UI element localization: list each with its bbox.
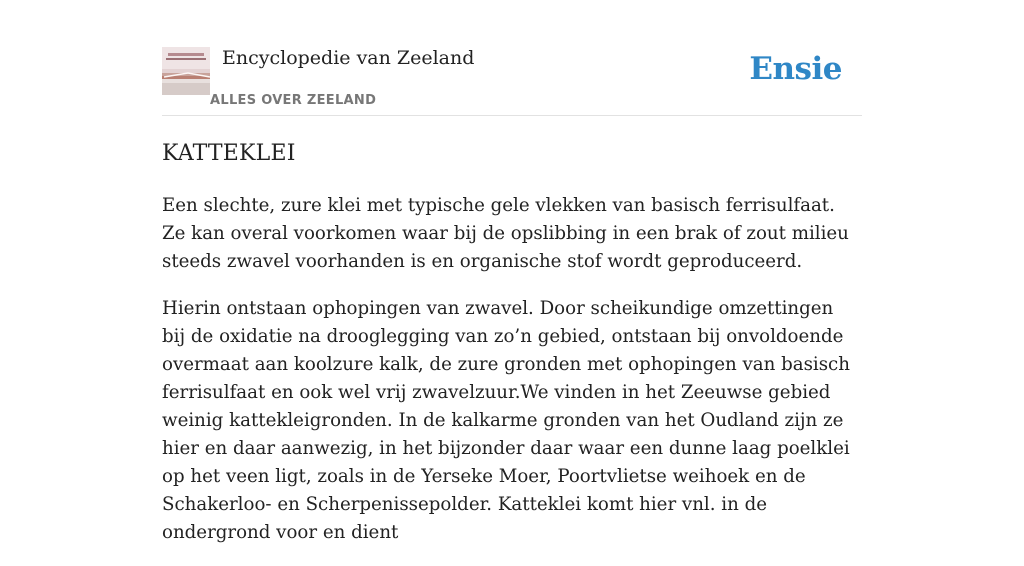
book-stack-icon (162, 47, 210, 95)
article-title: KATTEKLEI (162, 141, 296, 166)
site-header (162, 0, 862, 116)
site-subtitle: ALLES OVER ZEELAND (210, 93, 377, 108)
article-paragraph: Een slechte, zure klei met typische gele vlekken van basisch ferrisulfaat. Ze kan overal voorkomen waar bij de opslibbing in een brak of zout milieu steeds zwavel voorhanden is en organische stof wordt geproduceerd. (162, 195, 849, 272)
site-avatar[interactable] (162, 47, 210, 95)
site-title[interactable]: Encyclopedie van Zeeland (222, 47, 475, 69)
ensie-logo-link[interactable]: Ensie (749, 51, 842, 87)
article-paragraph: Hierin ontstaan ophopingen van zwavel. Door scheikundige omzettingen bij de oxidatie na drooglegging van zo’n gebied, ontstaan bij onvoldoende overmaat aan koolzure kalk, de zure gronden met ophopingen van basisch ferrisulfaat en ook wel vrij zwavelzuur.We vinden in het Zeeuwse gebied weinig kattekleigronden. In de kalkarme gronden van het Oudland zijn ze hier en daar aanwezig, in het bijzonder daar waar een dunne laag poelklei op het veen ligt, zoals in de Yerseke Moer, Poortvlietse weihoek en de Schakerloo- en Scherpenissepolder. Katteklei komt hier vnl. in de ondergrond voor en dient (162, 298, 850, 543)
article (162, 138, 862, 566)
